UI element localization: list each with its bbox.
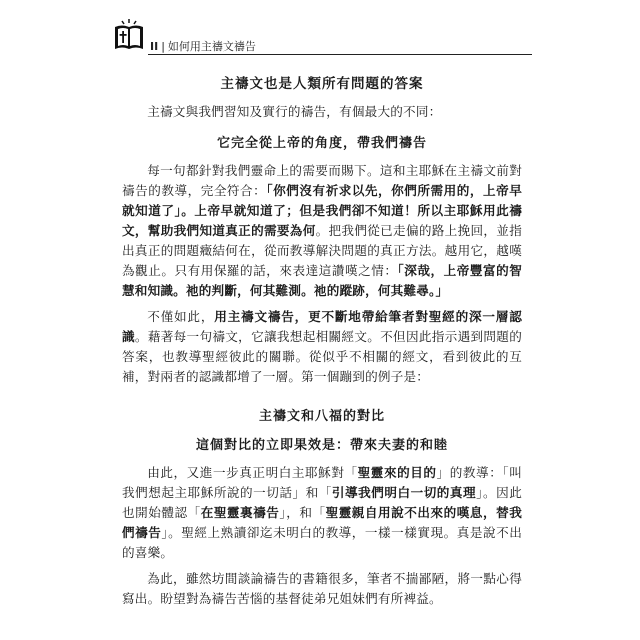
emphasis-text: 引導我們明白一切的真理	[331, 485, 477, 500]
section-heading: 主禱文和八福的對比	[258, 409, 385, 424]
header-rule	[148, 54, 532, 55]
body-text: 」的教導：「叫我們想起主耶穌所說的一切話」和「	[122, 465, 523, 500]
body-text: 。把我們從已走偏的路上挽回，並指出真正的問題癥結何在，從而教導解決問題的真正方法。越用它，越嘆為觀止。只有用保羅的話，來表達這讚嘆之情：	[122, 223, 523, 278]
body-text: 」，和「	[279, 505, 326, 520]
emphasis-text: 。上帝早就知道了；但是我們卻不知道！所以主耶穌用此禱文，幫助我們知道真正的需要為何	[122, 203, 523, 238]
body-text: 」。聖經上熟讀卻迄未明白的教導，一樣一樣實現。真是說不出的喜樂。	[122, 525, 522, 560]
page-number: II	[150, 40, 159, 53]
subheading: 這個對比的立即果效是：帶來夫妻的和睦	[195, 438, 448, 453]
paragraph	[122, 463, 522, 563]
body-text: 由此，又進一步真正明白主耶穌對「	[147, 465, 358, 480]
emphasis-text: 聖靈來的目的	[357, 465, 437, 480]
subheading: 它完全從上帝的角度，帶我們禱告	[216, 136, 427, 151]
emphasis-text: 聖靈親自用說不出來的嘆息，替我們禱告	[122, 505, 523, 540]
running-header	[112, 18, 532, 58]
body-text: 每一句都針對我們靈命上的需要而賜下。這和主耶穌在主禱文前對禱告的教導，完全符合：	[122, 163, 522, 198]
body-text: 不僅如此，	[147, 309, 215, 324]
header-text	[150, 38, 256, 54]
paragraph: 為此，雖然坊間談論禱告的書籍很多，筆者不揣鄙陋，將一點心得寫出。盼望對為禱告苦惱的基督徒弟兄姐妹們有所裨益。	[122, 571, 522, 606]
body-text: 」。因此也開始體認「	[122, 485, 523, 520]
header-separator: |	[161, 40, 165, 53]
section-heading: 主禱文也是人類所有問題的答案	[220, 76, 424, 92]
running-title: 如何用主禱文禱告	[167, 40, 256, 53]
emphasis-text: 用主禱文禱告，更不斷地帶給筆者對聖經的深一層認識	[122, 309, 522, 344]
page-body	[122, 72, 522, 615]
paragraph: 主禱文與我們習知及實行的禱告，有個最大的不同：	[147, 104, 442, 119]
emphasis-text: 「深哉，上帝豐富的智慧和知識。祂的判斷，何其難測。祂的蹤跡，何其難尋。」	[122, 263, 522, 298]
emphasis-text: 「你們沒有祈求以先，你們所需用的，上帝早就知道了」	[122, 183, 523, 218]
body-text: 。藉著每一句禱文，它讓我想起相關經文。不但因此指示遇到問題的答案，也教導聖經彼此的關聯。從似乎不相關的經文，看到彼此的互補，對兩者的認識都增了一層。第一個蹦到的例子是：	[122, 329, 523, 384]
paragraph	[122, 307, 522, 387]
emphasis-text: 在聖靈裏禱告	[200, 505, 280, 520]
paragraph	[122, 161, 522, 301]
open-book-cross-icon	[112, 18, 146, 52]
